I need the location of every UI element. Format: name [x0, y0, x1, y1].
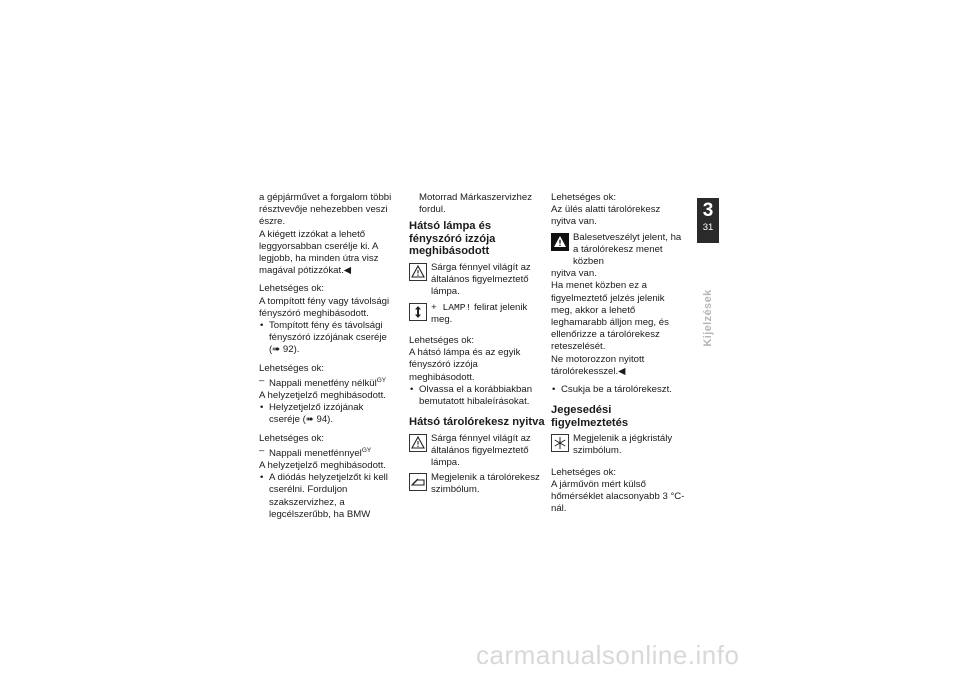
dash-item — [259, 445, 395, 460]
cause-heading: Lehetséges ok: — [409, 334, 475, 346]
bullet-item: • Olvassa el a korábbiakban bemutatott hibaleírásokat. — [409, 384, 545, 408]
icon-text: Sárga fénnyel világít az általános figyelmeztető lámpa. — [431, 261, 531, 298]
paragraph: A járművön mért külső hőmérséklet alacsonyabb 3 °C-nál. — [551, 478, 685, 515]
bullet-item: • Csukja be a tárolórekeszt. — [551, 384, 687, 396]
paragraph: nyitva van. — [551, 268, 597, 280]
paragraph: A kiégett izzókat a lehető leggyorsabban cserélje ki. A legjobb, ha minden útra visz magával pótizzókat.◀ — [259, 228, 379, 277]
chapter-tab — [697, 198, 719, 243]
cause-heading: Lehetséges ok: — [551, 192, 617, 203]
paragraph: Ne motorozzon nyitott tárolórekesszel.◀ — [551, 353, 645, 377]
paragraph: A helyzetjelző meghibásodott. — [259, 460, 386, 472]
superscript: GY — [361, 446, 372, 454]
chapter-number: 3 — [702, 200, 714, 221]
icon-text — [431, 302, 545, 326]
icon-text: Megjelenik a jégkristály szimbólum. — [573, 433, 673, 457]
bullet-item: • A diódás helyzetjelzőt ki kell cserélni. Forduljon szakszervizhez, a legcélszerűbb, ha BMW — [259, 472, 395, 521]
superscript: GY — [376, 376, 387, 384]
storage-compartment-icon — [409, 473, 427, 491]
chapter-side-label — [696, 290, 720, 346]
icon-row — [409, 262, 545, 299]
paragraph: A tompított fény vagy távolsági fényszóró meghibásodott. — [259, 295, 390, 319]
dash-item — [259, 375, 395, 390]
watermark: carmanualsonline.info — [476, 640, 740, 670]
icon-row — [409, 302, 545, 326]
paragraph: A hátsó lámpa és az egyik fényszóró izzója meghibásodott. — [409, 347, 521, 383]
warning-triangle-icon — [409, 434, 427, 452]
paragraph: a gépjárművet a forgalom többi résztvevője nehezebben veszi észre. — [259, 192, 392, 228]
icon-text: Sárga fénnyel világít az általános figyelmeztető lámpa. — [431, 432, 531, 469]
warning-row — [551, 232, 687, 269]
column-3 — [551, 192, 687, 515]
dash-text: Nappali menetfény nélkül — [269, 377, 377, 389]
section-heading: Jegesedési figyelmeztetés — [551, 404, 629, 429]
chapter-title: Kijelzések — [702, 289, 714, 347]
section-heading: Hátsó tárolórekesz nyitva — [409, 416, 545, 429]
warning-triangle-icon — [409, 263, 427, 281]
cause-heading: Lehetséges ok: — [551, 466, 617, 478]
paragraph: Az ülés alatti tárolórekesz nyitva van. — [551, 204, 661, 228]
paragraph: A helyzetjelző meghibásodott. — [259, 390, 386, 402]
lamp-message: + LAMP! — [431, 301, 472, 313]
lamp-arrows-icon — [409, 303, 427, 321]
warning-text: Balesetveszélyt jelent, ha a tárolórekesz menet közben — [573, 231, 682, 268]
cause-heading: Lehetséges ok: — [259, 432, 325, 444]
icon-row — [409, 433, 545, 470]
section-heading: Hátsó lámpa és fényszóró izzója meghibásodott — [409, 220, 496, 258]
column-2 — [409, 192, 545, 500]
dash-text: Nappali menetfénnyel — [269, 447, 362, 459]
paragraph: Motorrad Márkaszervizhez fordul. — [419, 192, 533, 216]
icon-text: Megjelenik a tárolórekesz szimbólum. — [431, 472, 540, 496]
snowflake-icon — [551, 434, 569, 452]
icon-row — [551, 433, 687, 457]
page-number: 31 — [702, 222, 714, 233]
cause-heading: Lehetséges ok: — [259, 283, 325, 295]
lamp-message-text: felirat jelenik meg. — [431, 301, 528, 325]
danger-triangle-icon — [551, 233, 569, 251]
bullet-item: • Helyzetjelző izzójának cseréje (➠ 94). — [259, 402, 395, 426]
column-1 — [259, 192, 395, 521]
cause-heading: Lehetséges ok: — [259, 362, 325, 374]
paragraph: Ha menet közben ez a figyelmeztető jelzés jelenik meg, akkor a lehető leghamarabb álljon meg, és ellenőrizze a tárolórekesz reteszelését. — [551, 280, 669, 353]
bullet-item: • Tompított fény és távolsági fényszóró izzójának cseréje (➠ 92). — [259, 320, 395, 357]
icon-row — [409, 472, 545, 496]
